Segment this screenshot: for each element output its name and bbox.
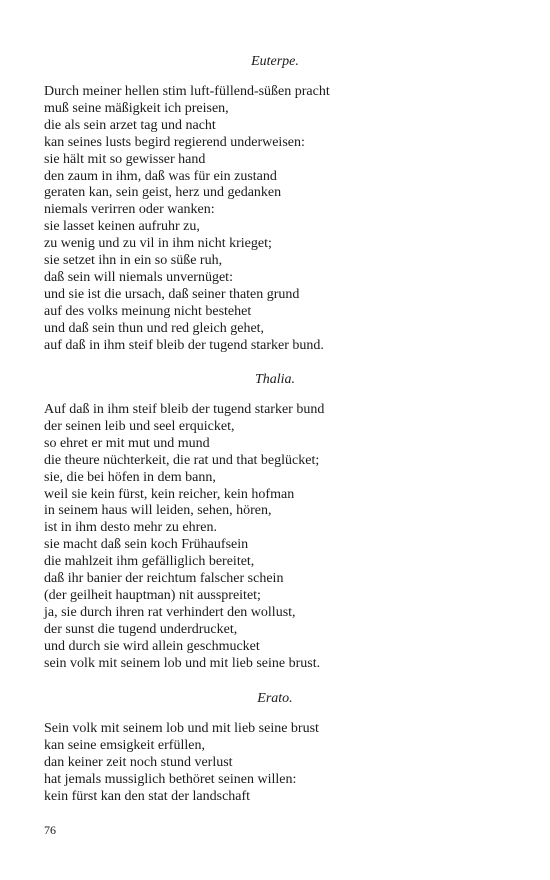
verse-line: daß sein will niemals unvernüget:	[44, 269, 233, 285]
verse-line: ist in ihm desto mehr zu ehren.	[44, 520, 218, 536]
verse-line: ja, sie durch ihren rat verhindert den wollust,	[44, 604, 296, 620]
verse-line: auf des volks meinung nicht bestehet	[44, 303, 252, 319]
section-title-euterpe: Euterpe.	[251, 54, 299, 69]
verse-line: (der geilheit hauptman) nit ausspreitet;	[44, 587, 261, 603]
verse-line: geraten kan, sein geist, herz und gedanken	[44, 185, 282, 201]
verse-line: und durch sie wird allein geschmucket	[44, 638, 260, 654]
verse-line: der sunst die tugend underdrucket,	[44, 621, 238, 637]
verse-line: hat jemals mussiglich bethöret seinen willen:	[44, 771, 297, 787]
verse-line: in seinem haus will leiden, sehen, hören,	[44, 503, 272, 519]
verse-line: niemals verirren oder wanken:	[44, 202, 215, 218]
verse-line: kein fürst kan den stat der landschaft	[44, 788, 251, 804]
verse-line: zu wenig und zu vil in ihm nicht krieget;	[44, 236, 272, 252]
section-title-thalia: Thalia.	[254, 372, 296, 387]
verse-line: daß ihr banier der reichtum falscher schein	[44, 571, 284, 587]
verse-line: dan keiner zeit noch stund verlust	[44, 754, 233, 770]
stanza-erato	[44, 721, 524, 806]
verse-line: der seinen leib und seel erquicket,	[44, 418, 235, 434]
verse-line: die als sein arzet tag und nacht	[44, 117, 216, 133]
verse-line: sie, die bei höfen in dem bann,	[44, 469, 216, 485]
section-title-erato: Erato.	[257, 691, 293, 706]
verse-line: den zaum in ihm, daß was für ein zustand	[44, 168, 277, 184]
verse-line: sie macht daß sein koch Frühaufsein	[44, 537, 249, 553]
verse-line: die mahlzeit ihm gefälliglich bereitet,	[44, 554, 255, 570]
verse-line: Durch meiner hellen stim luft-füllend-süßen pracht	[44, 84, 330, 99]
verse-line: Sein volk mit seinem lob und mit lieb seine brust	[44, 721, 319, 736]
verse-line: sie setzet ihn in ein so süße ruh,	[44, 253, 223, 269]
verse-line: sie lasset keinen aufruhr zu,	[44, 219, 200, 235]
verse-line: und sie ist die ursach, daß seiner thaten grund	[44, 286, 300, 302]
verse-line: auf daß in ihm steif bleib der tugend starker bund.	[44, 337, 324, 353]
verse-line: die theure nüchterkeit, die rat und that beglücket;	[44, 452, 320, 468]
verse-line: sie hält mit so gewisser hand	[44, 151, 206, 167]
verse-line: kan seines lusts begird regierend underweisen:	[44, 134, 305, 150]
verse-line: Auf daß in ihm steif bleib der tugend starker bund	[44, 402, 325, 417]
stanza-thalia	[44, 402, 524, 673]
verse-line: so ehret er mit mut und mund	[44, 435, 210, 451]
verse-line: sein volk mit seinem lob und mit lieb seine brust.	[44, 655, 321, 671]
verse-line: muß seine mäßigkeit ich preisen,	[44, 100, 229, 116]
stanza-euterpe	[44, 84, 524, 355]
page-number: 76	[44, 823, 56, 837]
verse-line: und daß sein thun und red gleich gehet,	[44, 320, 265, 336]
verse-line: kan seine emsigkeit erfüllen,	[44, 737, 205, 753]
verse-line: weil sie kein fürst, kein reicher, kein hofman	[44, 486, 295, 502]
